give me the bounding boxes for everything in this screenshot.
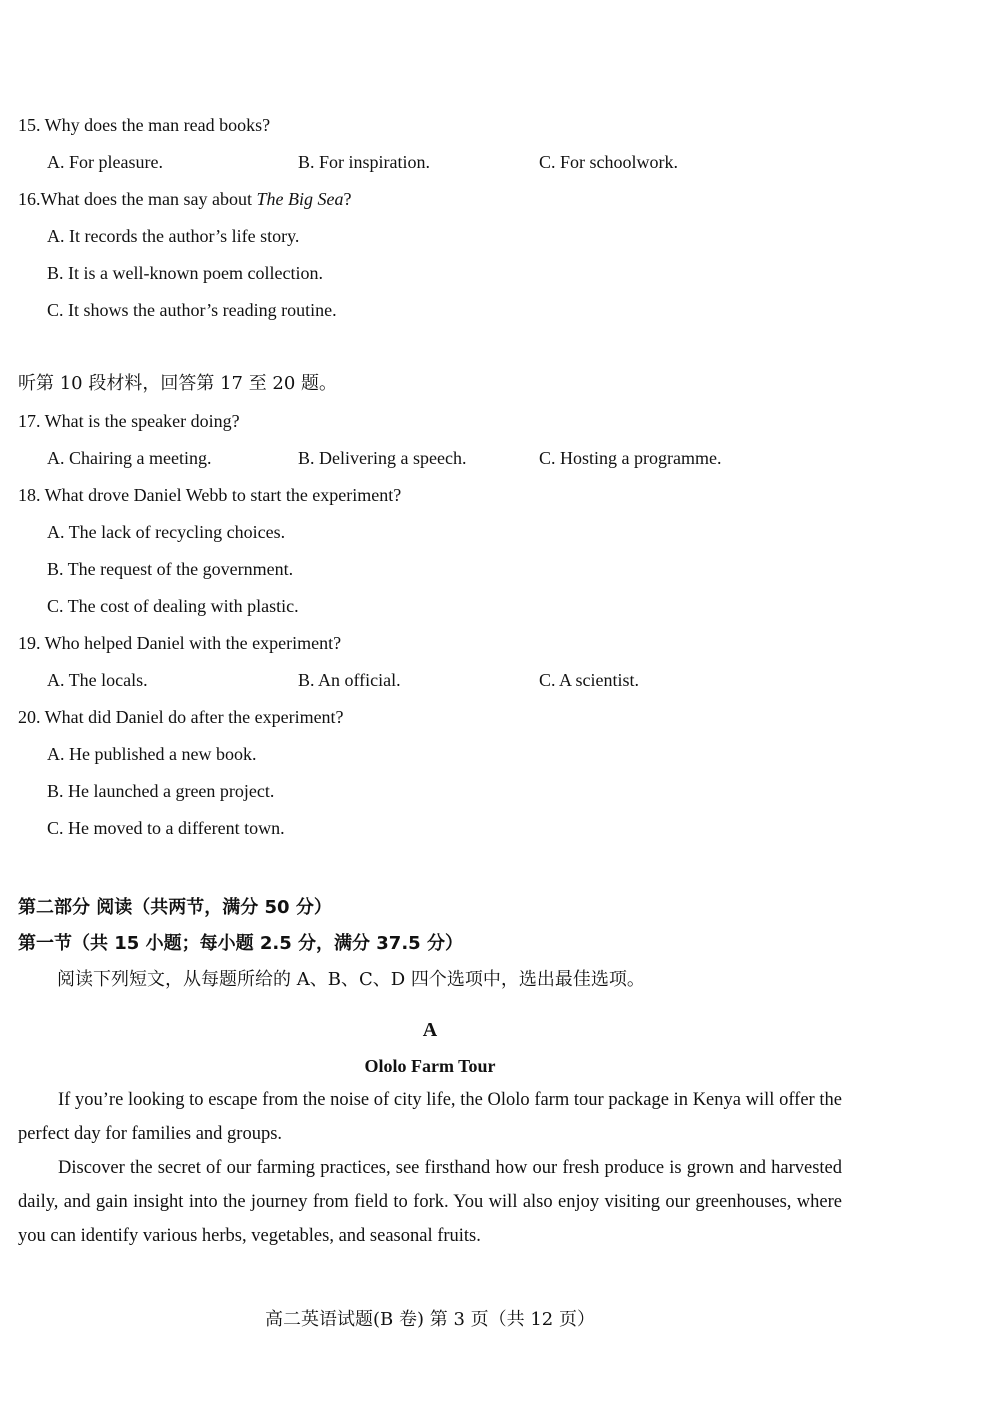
book-title: The Big Sea: [256, 189, 344, 209]
question-19-option-a: A. The locals.: [47, 670, 148, 690]
question-20-option-c: C. He moved to a different town.: [47, 818, 285, 838]
question-18-option-a: A. The lack of recycling choices.: [47, 522, 286, 542]
question-17-option-c: C. Hosting a programme.: [539, 448, 722, 468]
question-16-stem-prefix: 16.What does the man say about: [18, 189, 257, 209]
question-15-option-a: A. For pleasure.: [47, 152, 163, 172]
question-19-option-c: C. A scientist.: [539, 670, 640, 690]
question-17-option-a: A. Chairing a meeting.: [47, 448, 212, 468]
question-19-stem: 19. Who helped Daniel with the experiment?: [18, 633, 342, 653]
question-16-option-a: A. It records the author’s life story.: [47, 226, 300, 246]
question-15-stem: 15. Why does the man read books?: [18, 115, 271, 135]
question-16-stem-suffix: ?: [343, 189, 352, 209]
question-16-option-b: B. It is a well-known poem collection.: [47, 263, 323, 283]
question-20-option-a: A. He published a new book.: [47, 744, 257, 764]
question-18-stem: 18. What drove Daniel Webb to start the experiment?: [18, 485, 402, 505]
reading-instruction: 阅读下列短文，从每题所给的 A、B、C、D 四个选项中，选出最佳选项。: [57, 969, 645, 990]
page-footer: 高二英语试题(B 卷) 第 3 页（共 12 页）: [265, 1309, 595, 1330]
passage-paragraph-1: If you’re looking to escape from the noise of city life, the Ololo farm tour package in Kenya will offer the perfect day for families and groups.: [18, 1090, 842, 1144]
question-15-option-b: B. For inspiration.: [298, 152, 431, 172]
part-2-heading: 第二部分 阅读（共两节，满分 50 分）: [18, 897, 332, 918]
passage-letter: A: [422, 1019, 438, 1041]
question-16-option-c: C. It shows the author’s reading routine.: [47, 300, 337, 320]
question-17-stem: 17. What is the speaker doing?: [18, 411, 240, 431]
question-15-option-c: C. For schoolwork.: [539, 152, 678, 172]
question-20-option-b: B. He launched a green project.: [47, 781, 275, 801]
question-20-stem: 20. What did Daniel do after the experiment?: [18, 707, 344, 727]
passage-paragraph-2: Discover the secret of our farming practices, see firsthand how our fresh produce is grown and harvested daily, and gain insight into the journey from field to fork. You will also enjoy visiting our greenhouses, where you can identify various herbs, vegetables, and seasonal fruits.: [18, 1158, 842, 1246]
question-18-option-b: B. The request of the government.: [47, 559, 294, 579]
passage-title: Ololo Farm Tour: [364, 1056, 496, 1076]
question-16-stem: [18, 188, 351, 210]
section-10-instruction: 听第 10 段材料，回答第 17 至 20 题。: [18, 373, 338, 394]
question-19-option-b: B. An official.: [298, 670, 401, 690]
question-17-option-b: B. Delivering a speech.: [298, 448, 467, 468]
question-18-option-c: C. The cost of dealing with plastic.: [47, 596, 299, 616]
section-1-heading: 第一节（共 15 小题；每小题 2.5 分，满分 37.5 分）: [18, 933, 463, 954]
